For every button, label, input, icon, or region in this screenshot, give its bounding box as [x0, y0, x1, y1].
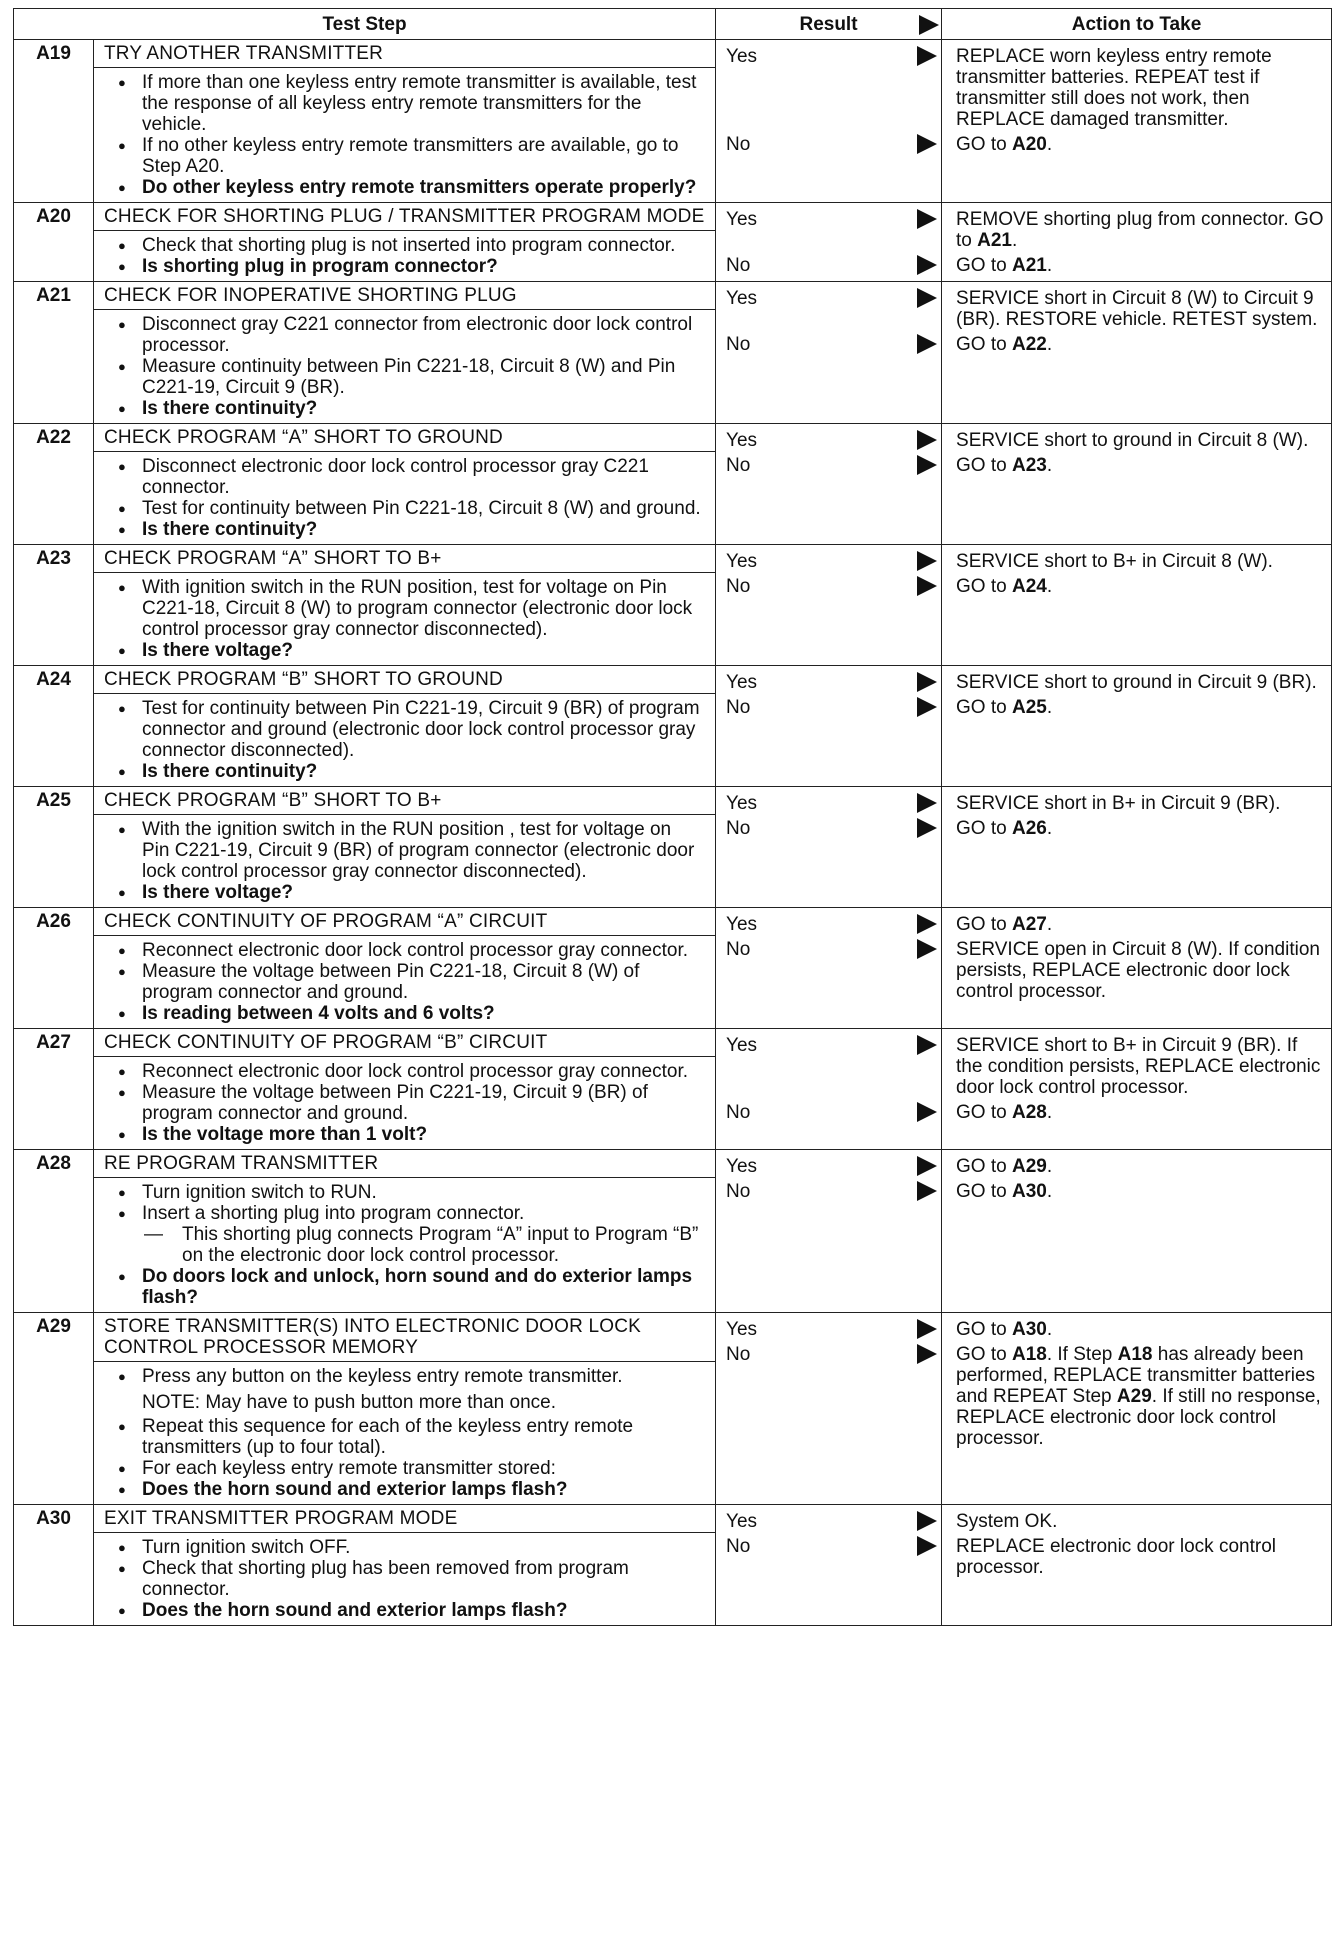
step-bullet: ● Turn ignition switch to RUN. [108, 1182, 701, 1203]
action-no: GO to A23. [956, 455, 1053, 476]
result-yes: Yes [726, 1319, 758, 1340]
step-bullet: ● Does the horn sound and exterior lamps flash? [108, 1600, 701, 1621]
action-cell [942, 282, 1332, 424]
result-yes: Yes [726, 551, 758, 572]
action-no: GO to A20. [956, 134, 1053, 155]
step-bullets [108, 577, 701, 661]
arrow-icon [917, 914, 937, 934]
step-id: A23 [14, 545, 94, 666]
step-title: TRY ANOTHER TRANSMITTER [94, 40, 716, 68]
result-yes: Yes [726, 288, 758, 309]
arrow-icon [919, 15, 939, 35]
arrow-icon [917, 1344, 937, 1364]
action-yes: System OK. [956, 1511, 1058, 1532]
step-title-row [14, 545, 1332, 573]
step-bullets [108, 235, 701, 277]
step-bullet: ● For each keyless entry remote transmitter stored: [108, 1458, 701, 1479]
arrow-icon [917, 672, 937, 692]
arrow-icon [917, 576, 937, 596]
result-yes-row [726, 914, 941, 935]
step-id: A28 [14, 1150, 94, 1313]
step-title: CHECK PROGRAM “A” SHORT TO B+ [94, 545, 716, 573]
step-title: CHECK CONTINUITY OF PROGRAM “B” CIRCUIT [94, 1029, 716, 1057]
action-yes: SERVICE short to ground in Circuit 9 (BR). [956, 672, 1317, 693]
step-bullets [108, 72, 701, 198]
step-bullet: ● Is there voltage? [108, 640, 701, 661]
step-bullet: ● Is the voltage more than 1 volt? [108, 1124, 701, 1145]
arrow-icon [917, 46, 937, 66]
result-yes: Yes [726, 672, 758, 693]
action-cell [942, 1505, 1332, 1626]
arrow-icon [917, 209, 937, 229]
result-yes: Yes [726, 793, 758, 814]
result-no: No [726, 1344, 751, 1365]
step-title-row [14, 1505, 1332, 1533]
step-bullet: ● Test for continuity between Pin C221-19, Circuit 9 (BR) of program connector and ground (electronic door lock control processor gray connector disconnected). [108, 698, 701, 761]
result-no: No [726, 1536, 751, 1557]
step-bullet: ● Is there continuity? [108, 519, 701, 540]
step-body [94, 231, 716, 282]
result-yes-row [726, 1156, 941, 1177]
result-yes-row [726, 672, 941, 693]
arrow-icon [917, 1319, 937, 1339]
result-yes: Yes [726, 46, 758, 67]
step-bullet: ● Measure continuity between Pin C221-18, Circuit 8 (W) and Pin C221-19, Circuit 9 (BR). [108, 356, 701, 398]
action-yes: SERVICE short in Circuit 8 (W) to Circuit 9 (BR). RESTORE vehicle. RETEST system. [956, 288, 1318, 330]
result-no-row [726, 818, 941, 839]
step-title-row [14, 1313, 1332, 1362]
result-no: No [726, 939, 751, 960]
arrow-icon [917, 939, 937, 959]
step-bullets [108, 1061, 701, 1145]
diagnostic-test-table [13, 8, 1331, 1626]
action-no: GO to A25. [956, 697, 1053, 718]
step-title-row [14, 1029, 1332, 1057]
step-title: CHECK PROGRAM “B” SHORT TO B+ [94, 787, 716, 815]
result-no-row [726, 1344, 941, 1365]
step-body [94, 1533, 716, 1626]
step-title: RE PROGRAM TRANSMITTER [94, 1150, 716, 1178]
step-bullet: ● Measure the voltage between Pin C221-18, Circuit 8 (W) of program connector and ground. [108, 961, 701, 1003]
result-no: No [726, 1181, 751, 1202]
step-title: CHECK PROGRAM “B” SHORT TO GROUND [94, 666, 716, 694]
result-no-row [726, 255, 941, 276]
step-body [94, 310, 716, 424]
step-bullet: ● Turn ignition switch OFF. [108, 1537, 701, 1558]
step-bullet: ● Is there continuity? [108, 398, 701, 419]
step-title-row [14, 787, 1332, 815]
step-body [94, 815, 716, 908]
action-cell [942, 203, 1332, 282]
action-yes: SERVICE short to B+ in Circuit 8 (W). [956, 551, 1273, 572]
step-body [94, 694, 716, 787]
result-no-row [726, 1181, 941, 1202]
action-no: GO to A28. [956, 1102, 1053, 1123]
action-no: GO to A26. [956, 818, 1053, 839]
result-yes: Yes [726, 1156, 758, 1177]
step-body [94, 452, 716, 545]
header-action: Action to Take [942, 9, 1332, 40]
step-bullet: ● Is there continuity? [108, 761, 701, 782]
step-bullets [108, 940, 701, 1024]
action-yes: GO to A27. [956, 914, 1053, 935]
step-bullets [108, 819, 701, 903]
step-bullet: ● Is there voltage? [108, 882, 701, 903]
result-yes-row [726, 551, 941, 572]
step-body [94, 1362, 716, 1505]
step-bullets [108, 314, 701, 419]
step-bullet: ● Reconnect electronic door lock control processor gray connector. [108, 940, 701, 961]
result-no: No [726, 334, 751, 355]
result-no: No [726, 1102, 751, 1123]
step-bullets [108, 1182, 701, 1224]
step-id: A25 [14, 787, 94, 908]
action-no: GO to A30. [956, 1181, 1053, 1202]
step-bullet: ● Check that shorting plug is not inserted into program connector. [108, 235, 701, 256]
result-no: No [726, 818, 751, 839]
arrow-icon [917, 134, 937, 154]
action-cell [942, 40, 1332, 203]
result-no-row [726, 576, 941, 597]
action-yes: GO to A30. [956, 1319, 1053, 1340]
arrow-icon [917, 455, 937, 475]
step-id: A27 [14, 1029, 94, 1150]
result-no: No [726, 255, 751, 276]
result-cell [716, 203, 942, 282]
result-no-row [726, 939, 941, 960]
step-bullets [108, 1366, 701, 1387]
arrow-icon [917, 255, 937, 275]
step-id: A21 [14, 282, 94, 424]
result-yes: Yes [726, 430, 758, 451]
step-bullet: ● Disconnect electronic door lock control processor gray C221 connector. [108, 456, 701, 498]
arrow-icon [917, 1035, 937, 1055]
step-id: A22 [14, 424, 94, 545]
action-cell [942, 787, 1332, 908]
result-cell [716, 787, 942, 908]
arrow-icon [917, 334, 937, 354]
result-cell [716, 1150, 942, 1313]
step-title-row [14, 1150, 1332, 1178]
action-yes: GO to A29. [956, 1156, 1053, 1177]
arrow-icon [917, 793, 937, 813]
action-cell [942, 1313, 1332, 1505]
step-id: A29 [14, 1313, 94, 1505]
arrow-icon [917, 818, 937, 838]
step-title-row [14, 282, 1332, 310]
arrow-icon [917, 697, 937, 717]
result-yes-row [726, 1319, 941, 1340]
result-cell [716, 666, 942, 787]
step-bullet: ● Reconnect electronic door lock control processor gray connector. [108, 1061, 701, 1082]
header-result: Result [716, 9, 942, 40]
arrow-icon [917, 1102, 937, 1122]
result-cell [716, 545, 942, 666]
action-yes: SERVICE short to ground in Circuit 8 (W). [956, 430, 1309, 451]
arrow-icon [917, 551, 937, 571]
result-no-row [726, 1102, 941, 1123]
step-body [94, 1178, 716, 1313]
step-id: A30 [14, 1505, 94, 1626]
step-title-row [14, 666, 1332, 694]
step-bullet: ● If more than one keyless entry remote transmitter is available, test the response of all keyless entry remote transmitters for the vehicle. [108, 72, 701, 135]
step-body [94, 573, 716, 666]
step-bullet: ● Disconnect gray C221 connector from electronic door lock control processor. [108, 314, 701, 356]
result-yes-row [726, 430, 941, 451]
step-bullets [108, 456, 701, 540]
action-no: REPLACE electronic door lock control processor. [956, 1536, 1276, 1578]
step-bullet: ● Press any button on the keyless entry remote transmitter. [108, 1366, 701, 1387]
step-title: STORE TRANSMITTER(S) INTO ELECTRONIC DOOR LOCK CONTROL PROCESSOR MEMORY [94, 1313, 716, 1362]
arrow-icon [917, 1511, 937, 1531]
result-yes: Yes [726, 1511, 758, 1532]
action-no: GO to A21. [956, 255, 1053, 276]
step-title: CHECK FOR SHORTING PLUG / TRANSMITTER PROGRAM MODE [94, 203, 716, 231]
step-bullet: ● With the ignition switch in the RUN position , test for voltage on Pin C221-19, Circuit 9 (BR) of program connector (electronic door lock control processor gray connector disconnected). [108, 819, 701, 882]
step-title-row [14, 203, 1332, 231]
step-bullet: ● Repeat this sequence for each of the keyless entry remote transmitters (up to four total). [108, 1416, 701, 1458]
result-no-row [726, 334, 941, 355]
step-bullets [108, 1537, 701, 1621]
result-no-row [726, 455, 941, 476]
step-id: A19 [14, 40, 94, 203]
result-cell [716, 1505, 942, 1626]
result-no-row [726, 1536, 941, 1557]
result-cell [716, 282, 942, 424]
step-bullet: ● Test for continuity between Pin C221-18, Circuit 8 (W) and ground. [108, 498, 701, 519]
step-bullet: ● Does the horn sound and exterior lamps flash? [108, 1479, 701, 1500]
result-yes: Yes [726, 1035, 758, 1056]
step-bullet: ● Insert a shorting plug into program connector. [108, 1203, 701, 1224]
result-cell [716, 424, 942, 545]
step-title: CHECK FOR INOPERATIVE SHORTING PLUG [94, 282, 716, 310]
result-no: No [726, 455, 751, 476]
result-yes-row [726, 793, 941, 814]
step-body [94, 68, 716, 203]
header-test-step: Test Step [14, 9, 716, 40]
step-bullet: ● Is shorting plug in program connector? [108, 256, 701, 277]
action-cell [942, 545, 1332, 666]
action-cell [942, 1150, 1332, 1313]
step-bullet: ● Measure the voltage between Pin C221-19, Circuit 9 (BR) of program connector and ground. [108, 1082, 701, 1124]
action-cell [942, 908, 1332, 1029]
step-title-row [14, 908, 1332, 936]
action-yes: SERVICE short in B+ in Circuit 9 (BR). [956, 793, 1281, 814]
action-no: SERVICE open in Circuit 8 (W). If condition persists, REPLACE electronic door lock control processor. [956, 939, 1320, 1002]
action-cell [942, 666, 1332, 787]
result-yes: Yes [726, 209, 758, 230]
result-cell [716, 1029, 942, 1150]
action-yes: REMOVE shorting plug from connector. GO to A21. [956, 209, 1324, 251]
step-id: A20 [14, 203, 94, 282]
step-id: A24 [14, 666, 94, 787]
result-no: No [726, 576, 751, 597]
action-no: GO to A24. [956, 576, 1053, 597]
step-bullet: ● Do other keyless entry remote transmitters operate properly? [108, 177, 701, 198]
step-bullet: ● If no other keyless entry remote transmitters are available, go to Step A20. [108, 135, 701, 177]
action-yes: REPLACE worn keyless entry remote transmitter batteries. REPEAT test if transmitter still does not work, then REPLACE damaged transmitter. [956, 46, 1272, 130]
result-yes-row [726, 288, 941, 309]
result-no-row [726, 134, 941, 155]
step-bullet: ● Is reading between 4 volts and 6 volts? [108, 1003, 701, 1024]
result-yes-row [726, 1511, 941, 1532]
action-cell [942, 1029, 1332, 1150]
action-cell [942, 424, 1332, 545]
action-no: GO to A22. [956, 334, 1053, 355]
arrow-icon [917, 288, 937, 308]
table-header [14, 9, 1332, 40]
step-id: A26 [14, 908, 94, 1029]
step-bullet: ● Check that shorting plug has been removed from program connector. [108, 1558, 701, 1600]
action-yes: SERVICE short to B+ in Circuit 9 (BR). If the condition persists, REPLACE electronic door lock control processor. [956, 1035, 1321, 1098]
step-body [94, 1057, 716, 1150]
result-cell [716, 40, 942, 203]
step-title: CHECK PROGRAM “A” SHORT TO GROUND [94, 424, 716, 452]
step-question: ● Do doors lock and unlock, horn sound and do exterior lamps flash? [108, 1266, 701, 1308]
arrow-icon [917, 430, 937, 450]
step-sub-item: — This shorting plug connects Program “A” input to Program “B” on the electronic door lock control processor. [108, 1224, 701, 1266]
arrow-icon [917, 1536, 937, 1556]
step-title-row [14, 424, 1332, 452]
result-no-row [726, 697, 941, 718]
arrow-icon [917, 1181, 937, 1201]
result-yes: Yes [726, 914, 758, 935]
step-title: EXIT TRANSMITTER PROGRAM MODE [94, 1505, 716, 1533]
step-note: NOTE: May have to push button more than once. [142, 1392, 557, 1413]
result-cell [716, 1313, 942, 1505]
result-yes-row [726, 1035, 941, 1056]
arrow-icon [917, 1156, 937, 1176]
step-body [94, 936, 716, 1029]
result-yes-row [726, 209, 941, 230]
step-bullet: ● With ignition switch in the RUN position, test for voltage on Pin C221-18, Circuit 8 (W) to program connector (electronic door lock control processor gray connector disconnected). [108, 577, 701, 640]
result-no: No [726, 134, 751, 155]
step-bullets [108, 698, 701, 782]
result-yes-row [726, 46, 941, 67]
result-cell [716, 908, 942, 1029]
action-no: GO to A18. If Step A18 has already been performed, REPLACE transmitter batteries and REPEAT Step A29. If still no response, REPLACE electronic door lock control processor. [956, 1344, 1321, 1449]
step-title-row [14, 40, 1332, 68]
result-no: No [726, 697, 751, 718]
step-title: CHECK CONTINUITY OF PROGRAM “A” CIRCUIT [94, 908, 716, 936]
